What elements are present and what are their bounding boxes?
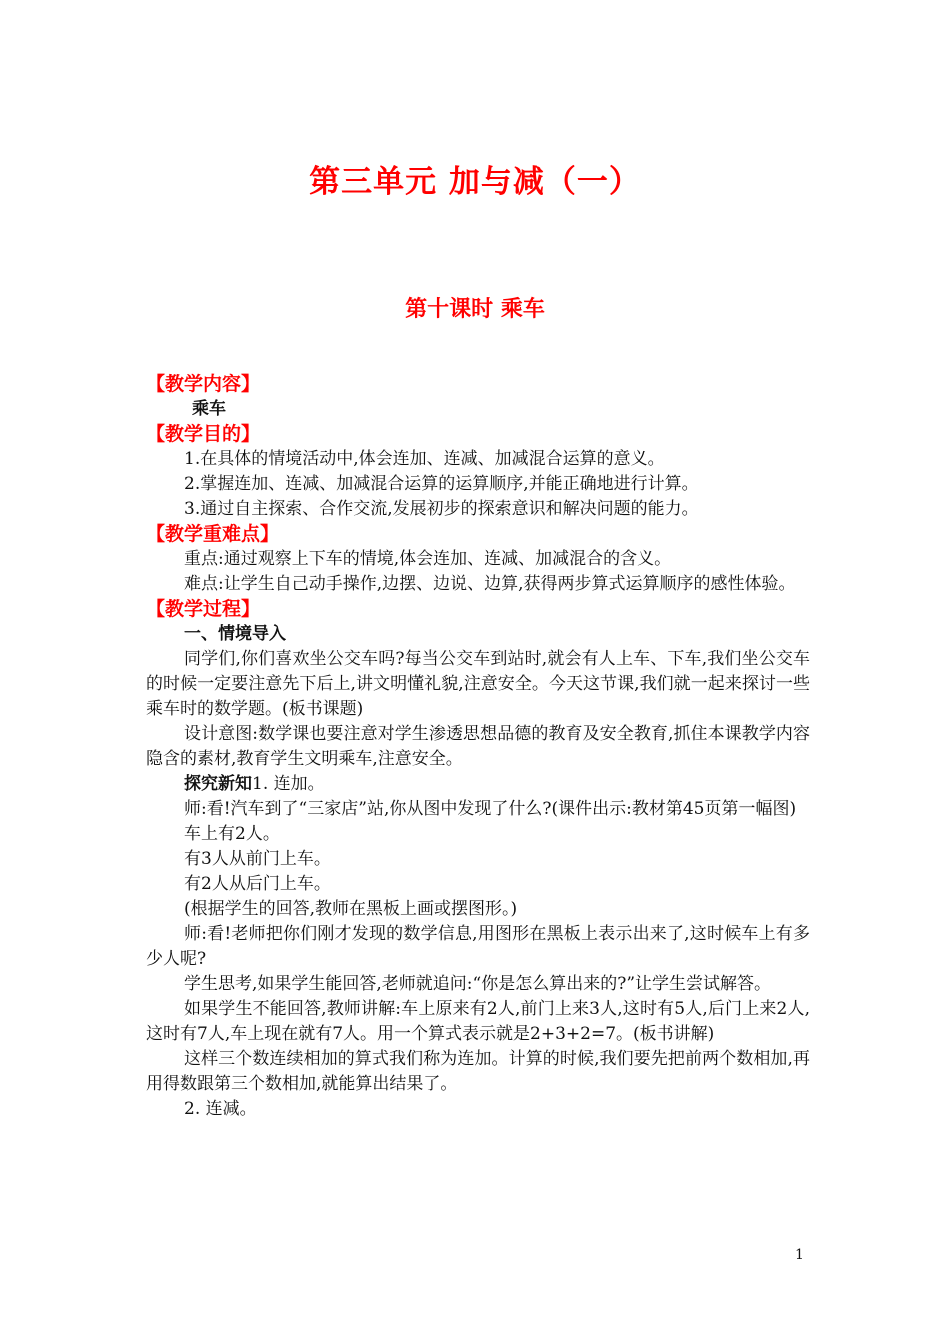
objective-item: 3.通过自主探索、合作交流,发展初步的探索意识和解决问题的能力。 [184,499,699,519]
key-point-difficulty: 难点:让学生自己动手操作,边摆、边说、边算,获得两步算式运算顺序的感性体验。 [184,574,796,594]
explore-rest: 1. 连加。 [252,774,325,794]
objective-item: 1.在具体的情境活动中,体会连加、连减、加减混合运算的意义。 [184,449,665,469]
process-part1-title: 一、情境导入 [184,624,286,644]
explore-label: 探究新知 [184,774,252,794]
student-answer: 有3人从前门上车。 [184,849,331,869]
page-number: 1 [795,1247,804,1263]
teacher-question: 师:看!汽车到了“三家店”站,你从图中发现了什么?(课件出示:教材第45页第一幅图) [184,799,797,819]
objective-item: 2.掌握连加、连减、加减混合运算的运算顺序,并能正确地进行计算。 [184,474,699,494]
process-next: 2. 连减。 [184,1099,257,1119]
process-explore-line [146,772,810,797]
lesson-title: 第十课时 乘车 [405,297,545,322]
process-design-intent: 设计意图:数学课也要注意对学生渗透思想品德的教育及安全教育,抓住本课教学内容隐含的素材,教育学生文明乘车,注意安全。 [146,724,810,769]
student-answer: 车上有2人。 [184,824,280,844]
process-intro: 同学们,你们喜欢坐公交车吗?每当公交车到站时,就会有人上车、下车,我们坐公交车的时候一定要注意先下后上,讲文明懂礼貌,注意安全。今天这节课,我们就一起来探讨一些乘车时的数学题。(板书课题) [146,649,810,719]
student-think: 学生思考,如果学生能回答,老师就追问:“你是怎么算出来的?”让学生尝试解答。 [184,974,772,994]
section-heading-process: 【教学过程】 [146,598,261,620]
process-summary: 这样三个数连续相加的算式我们称为连加。计算的时候,我们要先把前两个数相加,再用得数跟第三个数相加,就能算出结果了。 [146,1049,810,1094]
teacher-explain: 如果学生不能回答,教师讲解:车上原来有2人,前门上来3人,这时有5人,后门上来2人,这时有7人,车上现在就有7人。用一个算式表示就是2+3+2=7。(板书讲解) [146,999,810,1044]
section-heading-objectives: 【教学目的】 [146,423,261,445]
key-point-focus: 重点:通过观察上下车的情境,体会连加、连减、加减混合的含义。 [184,549,672,569]
teaching-note: (根据学生的回答,教师在黑板上画或摆图形。) [184,899,518,919]
section-heading-content: 【教学内容】 [146,373,261,395]
document-body [146,372,810,1122]
content-text: 乘车 [192,399,226,419]
student-answer: 有2人从后门上车。 [184,874,331,894]
teacher-question: 师:看!老师把你们刚才发现的数学信息,用图形在黑板上表示出来了,这时候车上有多少人呢? [146,924,810,969]
section-heading-key-points: 【教学重难点】 [146,523,280,545]
unit-title: 第三单元 加与减（一） [309,164,641,200]
